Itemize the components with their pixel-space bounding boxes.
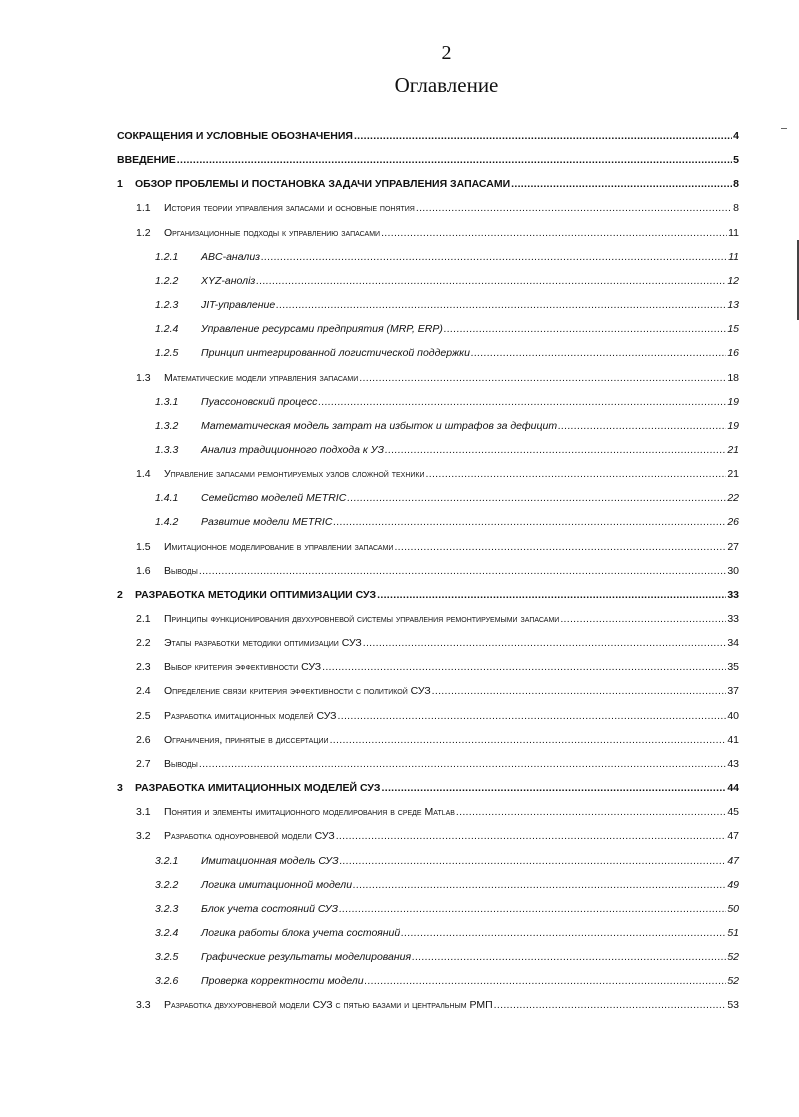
toc-entry xyxy=(136,628,739,650)
toc-entry-page: 22 xyxy=(727,492,739,505)
toc-entry-title: Разработка имитационных моделей СУЗ xyxy=(164,709,337,722)
toc-entry xyxy=(136,725,739,747)
toc-leader-dots xyxy=(444,322,726,336)
toc-entry-title: История теории управления запасами и основные понятия xyxy=(164,202,415,215)
toc-leader-dots xyxy=(336,829,727,843)
toc-entry-number: 1.2.4 xyxy=(155,323,179,336)
toc-entry-number: 1.5 xyxy=(136,540,151,553)
toc-entry-page: 52 xyxy=(727,951,739,964)
toc-entry xyxy=(136,363,739,385)
toc-entry-page: 41 xyxy=(727,733,739,746)
toc-leader-dots xyxy=(558,419,726,433)
toc-entry-number: 1.2.5 xyxy=(155,347,179,360)
toc-entry-title: РАЗРАБОТКА МЕТОДИКИ ОПТИМИЗАЦИИ СУЗ xyxy=(135,588,377,601)
toc-entry-page: 49 xyxy=(727,878,739,891)
toc-entry xyxy=(136,556,739,578)
toc-entry-title: Имитационное моделирование в управлении запасами xyxy=(164,540,394,553)
toc-entry xyxy=(155,266,739,288)
toc-entry-title: Этапы разработки методики оптимизации СУЗ xyxy=(164,637,362,650)
toc-leader-dots xyxy=(261,250,727,264)
toc-entry-page: 26 xyxy=(727,516,739,529)
toc-entry xyxy=(155,483,739,505)
toc-leader-dots xyxy=(338,709,727,723)
toc-entry-page: 19 xyxy=(727,395,739,408)
toc-leader-dots xyxy=(365,974,727,988)
toc-entry xyxy=(155,507,739,529)
scan-mark xyxy=(781,128,787,129)
toc-entry-number: 3.2.2 xyxy=(155,878,179,891)
toc-leader-dots xyxy=(256,274,726,288)
toc-entry-number: 1.6 xyxy=(136,564,151,577)
toc-entry-number: 2.4 xyxy=(136,685,151,698)
toc-entry-number: 1.4 xyxy=(136,468,151,481)
toc-entry-page: 47 xyxy=(727,830,739,843)
toc-entry-title: Имитационная модель СУЗ xyxy=(201,854,339,867)
toc-entry-page: 47 xyxy=(727,854,739,867)
toc-entry-number: 2 xyxy=(117,588,123,601)
toc-leader-dots xyxy=(347,491,726,505)
toc-leader-dots xyxy=(385,443,726,457)
page-title: Оглавление xyxy=(394,73,499,97)
toc-entry xyxy=(155,870,739,892)
toc-entry xyxy=(155,942,739,964)
toc-entry xyxy=(136,193,739,215)
toc-entry-page: 12 xyxy=(727,274,739,287)
toc-entry xyxy=(117,121,739,143)
toc-leader-dots xyxy=(471,346,726,360)
toc-leader-dots xyxy=(412,950,726,964)
toc-entry-page: 27 xyxy=(727,540,739,553)
toc-leader-dots xyxy=(354,129,732,143)
toc-entry-page: 13 xyxy=(727,299,739,312)
toc-entry-title: Развитие модели METRIC xyxy=(201,516,333,529)
toc-entry xyxy=(155,894,739,916)
toc-entry-title: Понятия и элементы имитационного моделирования в среде Matlab xyxy=(164,806,455,819)
toc-leader-dots xyxy=(199,564,726,578)
toc-leader-dots xyxy=(377,588,726,602)
toc-entry-page: 15 xyxy=(727,323,739,336)
toc-entry xyxy=(155,846,739,868)
toc-entry-number: 3.1 xyxy=(136,806,151,819)
toc-leader-dots xyxy=(177,153,732,167)
toc-entry-title: ABC-анализ xyxy=(201,250,261,263)
toc-entry xyxy=(136,604,739,626)
toc-entry-page: 51 xyxy=(727,926,739,939)
toc-entry-title: Семейство моделей METRIC xyxy=(201,492,347,505)
toc-entry-number: 1.3.2 xyxy=(155,419,179,432)
toc-entry-number: 3.3 xyxy=(136,999,151,1012)
toc-entry-page: 18 xyxy=(727,371,739,384)
toc-entry-page: 43 xyxy=(727,757,739,770)
toc-leader-dots xyxy=(381,226,727,240)
toc-entry-title: XYZ-аноліз xyxy=(201,274,256,287)
toc-entry xyxy=(155,966,739,988)
page-number: 2 xyxy=(441,42,452,64)
toc-leader-dots xyxy=(333,515,726,529)
toc-leader-dots xyxy=(560,612,726,626)
toc-entry-title: JIT-управление xyxy=(201,299,276,312)
toc-leader-dots xyxy=(353,878,726,892)
toc-entry-title: Выводы xyxy=(164,564,198,577)
toc-entry-number: 3.2.6 xyxy=(155,975,179,988)
toc-leader-dots xyxy=(363,636,727,650)
toc-entry-number: 3.2.4 xyxy=(155,926,179,939)
toc-entry xyxy=(136,797,739,819)
toc-leader-dots xyxy=(416,201,732,215)
toc-entry-number: 2.6 xyxy=(136,733,151,746)
toc-entry-page: 11 xyxy=(728,250,739,263)
toc-leader-dots xyxy=(340,854,727,868)
toc-entry xyxy=(155,435,739,457)
toc-entry-number: 1.1 xyxy=(136,202,151,215)
toc-entry-title: Математические модели управления запасами xyxy=(164,371,359,384)
toc-entry xyxy=(136,652,739,674)
toc-leader-dots xyxy=(276,298,726,312)
toc-entry-title: Графические результаты моделирования xyxy=(201,951,412,964)
toc-entry-page: 16 xyxy=(727,347,739,360)
toc-entry-title: Проверка корректности модели xyxy=(201,975,364,988)
toc-entry-title: Принцип интегрированной логистической поддержки xyxy=(201,347,470,360)
toc-entry-title: Математическая модель затрат на избыток и штрафов за дефицит xyxy=(201,419,558,432)
toc-entry-title: Разработка двухуровневой модели СУЗ с пятью базами и центральным РМП xyxy=(164,999,493,1012)
toc-entry-number: 1.4.1 xyxy=(155,492,179,505)
toc-entry-number: 1.4.2 xyxy=(155,516,179,529)
toc-entry-number: 3.2 xyxy=(136,830,151,843)
toc-entry-title: Выводы xyxy=(164,757,198,770)
toc-entry-title: Блок учета состояний СУЗ xyxy=(201,902,339,915)
toc-entry xyxy=(155,411,739,433)
toc-leader-dots xyxy=(394,540,726,554)
toc-leader-dots xyxy=(426,467,727,481)
toc-entry-title: РАЗРАБОТКА ИМИТАЦИОННЫХ МОДЕЛЕЙ СУЗ xyxy=(135,782,381,795)
toc-entry-number: 1 xyxy=(117,178,123,191)
toc-entry-page: 5 xyxy=(733,154,739,167)
toc-entry-title: Организационные подходы к управлению запасами xyxy=(164,226,381,239)
toc-entry xyxy=(155,387,739,409)
toc-entry xyxy=(155,242,739,264)
toc-entry-title: Ограничения, принятые в диссертации xyxy=(164,733,329,746)
toc-leader-dots xyxy=(339,902,726,916)
toc-entry xyxy=(117,145,739,167)
toc-leader-dots xyxy=(456,805,726,819)
toc-entry-page: 52 xyxy=(727,975,739,988)
toc-entry-page: 21 xyxy=(727,443,739,456)
toc-entry-page: 33 xyxy=(727,613,739,625)
toc-entry-page: 11 xyxy=(728,226,739,239)
toc-leader-dots xyxy=(330,733,727,747)
toc-entry-page: 35 xyxy=(727,661,739,674)
toc-leader-dots xyxy=(199,757,726,771)
toc-entry xyxy=(155,290,739,312)
toc-entry-page: 37 xyxy=(727,685,739,698)
toc-leader-dots xyxy=(318,395,726,409)
toc-entry-number: 2.2 xyxy=(136,637,151,650)
toc-leader-dots xyxy=(359,371,726,385)
toc-entry xyxy=(117,169,739,191)
toc-entry-page: 45 xyxy=(727,806,739,819)
toc-entry-title: Разработка одноуровневой модели СУЗ xyxy=(164,830,335,843)
toc-entry xyxy=(136,676,739,698)
toc-entry xyxy=(117,773,739,795)
toc-entry-number: 1.3 xyxy=(136,371,151,384)
toc-entry-page: 40 xyxy=(727,709,739,722)
toc-entry-page: 21 xyxy=(727,468,739,481)
toc-entry-title: Принципы функционирования двухуровневой системы управления ремонтируемыми запасами xyxy=(164,613,560,625)
toc-leader-dots xyxy=(401,926,726,940)
toc-entry xyxy=(136,218,739,240)
toc-entry-page: 33 xyxy=(727,588,739,601)
toc-entry xyxy=(155,918,739,940)
toc-entry-number: 2.7 xyxy=(136,757,151,770)
toc-leader-dots xyxy=(382,781,727,795)
toc-entry-number: 1.2.3 xyxy=(155,299,179,312)
toc-entry xyxy=(136,701,739,723)
toc-entry-title: ОБЗОР ПРОБЛЕМЫ И ПОСТАНОВКА ЗАДАЧИ УПРАВЛЕНИЯ ЗАПАСАМИ xyxy=(135,178,511,191)
toc-entry-title: Пуассоновский процесс xyxy=(201,395,318,408)
toc-entry-title: СОКРАЩЕНИЯ И УСЛОВНЫЕ ОБОЗНАЧЕНИЯ xyxy=(117,130,353,142)
toc-entry-title: Выбор критерия эффективности СУЗ xyxy=(164,661,322,674)
toc-entry xyxy=(136,459,739,481)
toc-entry-title: Анализ традиционного подхода к УЗ xyxy=(201,443,385,456)
toc-entry-number: 3.2.1 xyxy=(155,854,179,867)
toc-leader-dots xyxy=(494,998,727,1012)
toc-entry-title: Логика имитационной модели xyxy=(201,878,353,891)
toc-entry-title: Логика работы блока учета состояний xyxy=(201,926,401,939)
toc-leader-dots xyxy=(432,684,727,698)
toc-entry-title: Управление ресурсами предприятия (MRP, ERP) xyxy=(201,323,443,336)
toc-entry xyxy=(136,990,739,1012)
toc-entry-number: 1.2.2 xyxy=(155,274,179,287)
toc-entry-title: Управление запасами ремонтируемых узлов сложной техники xyxy=(164,468,425,481)
toc-entry-page: 50 xyxy=(727,902,739,915)
toc-entry-number: 2.5 xyxy=(136,709,151,722)
toc-entry-number: 2.1 xyxy=(136,613,151,625)
toc-entry-page: 34 xyxy=(727,637,739,650)
toc-entry-page: 53 xyxy=(727,999,739,1012)
toc-entry-page: 30 xyxy=(727,564,739,577)
toc-leader-dots xyxy=(511,177,732,191)
toc-entry-page: 8 xyxy=(733,178,739,191)
toc-entry xyxy=(155,338,739,360)
toc-entry-title: Определение связи критерия эффективности с политикой СУЗ xyxy=(164,685,431,698)
toc-entry-number: 1.3.1 xyxy=(155,395,179,408)
toc-leader-dots xyxy=(322,660,726,674)
toc-entry-number: 1.2 xyxy=(136,226,151,239)
toc-entry-page: 44 xyxy=(727,782,739,795)
toc-entry-page: 19 xyxy=(727,419,739,432)
toc-entry-number: 3.2.5 xyxy=(155,951,179,964)
toc-entry xyxy=(136,749,739,771)
toc-entry-page: 4 xyxy=(733,130,739,142)
toc-entry-number: 2.3 xyxy=(136,661,151,674)
toc-entry-title: ВВЕДЕНИЕ xyxy=(117,154,176,167)
toc-entry xyxy=(117,580,739,602)
toc-entry-number: 1.2.1 xyxy=(155,250,179,263)
toc-entry xyxy=(136,821,739,843)
toc-entry-number: 3.2.3 xyxy=(155,902,179,915)
toc-entry-number: 3 xyxy=(117,782,123,795)
toc-entry xyxy=(155,314,739,336)
toc-entry xyxy=(136,532,739,554)
toc-entry-page: 8 xyxy=(733,202,739,215)
toc-entry-number: 1.3.3 xyxy=(155,443,179,456)
